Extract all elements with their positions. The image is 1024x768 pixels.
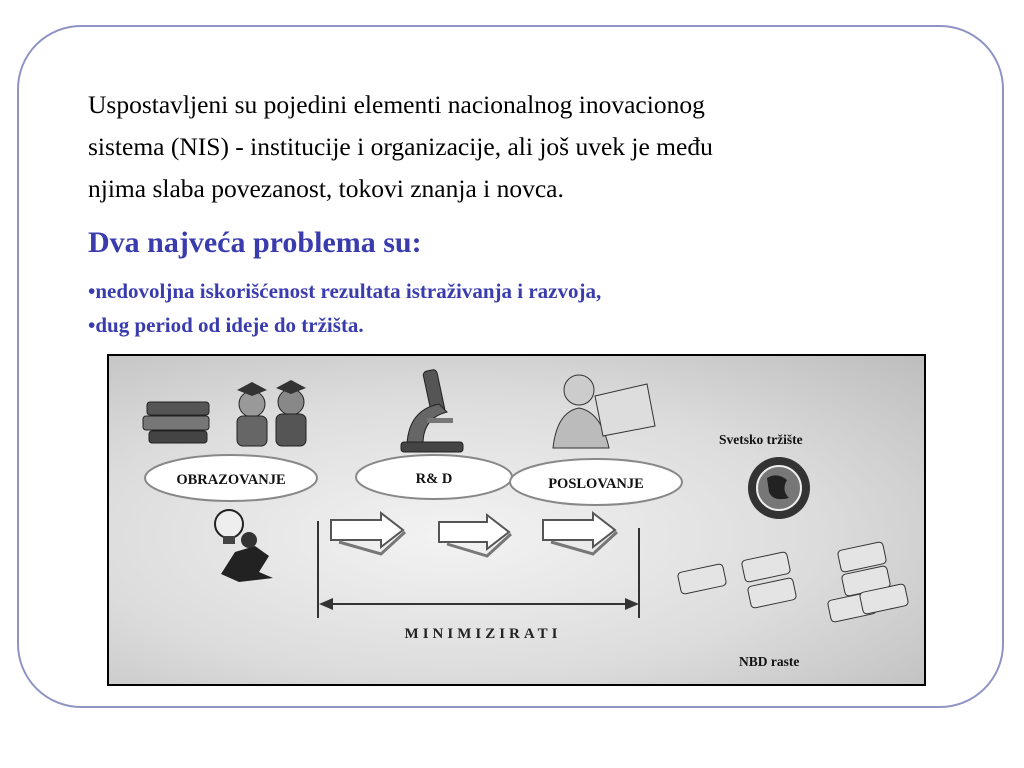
graduates-icon — [237, 380, 306, 446]
illustration-canvas — [109, 356, 924, 684]
books-icon — [143, 402, 209, 443]
oval-rd — [356, 455, 512, 499]
money-stacks-icon — [677, 541, 909, 622]
businessman-icon — [553, 375, 655, 448]
flow-arrow — [439, 515, 511, 556]
flow-arrow — [331, 513, 405, 554]
oval-label: POSLOVANJE — [548, 476, 644, 492]
problem-item: •nedovoljna iskorišćenost rezultata istraživanja i razvoja, — [88, 279, 602, 303]
problems-heading: Dva najveća problema su: — [88, 226, 422, 259]
oval-label: OBRAZOVANJE — [176, 472, 286, 488]
lightbulb-icon — [215, 510, 243, 544]
intro-line: njima slaba povezanost, tokovi znanja i novca. — [88, 174, 564, 203]
problem-item: •dug period od ideje do tržišta. — [88, 313, 364, 337]
microscope-icon — [401, 369, 463, 452]
gdp-label: NBD raste — [739, 654, 800, 669]
flow-arrow — [543, 513, 617, 554]
globe-icon — [748, 457, 810, 519]
intro-line: Uspostavljeni su pojedini elementi nacionalnog inovacionog — [88, 90, 705, 119]
oval-label: R& D — [415, 471, 453, 487]
world-market-label: Svetsko tržište — [719, 432, 803, 447]
oval-poslovanje — [510, 459, 682, 505]
nis-illustration — [107, 354, 926, 686]
oval-obrazovanje — [145, 455, 317, 501]
span-double-arrow — [319, 598, 639, 610]
intro-paragraph — [88, 84, 948, 210]
intro-line: sistema (NIS) - institucije i organizacije, ali još uvek je među — [88, 132, 713, 161]
problems-list — [88, 274, 601, 342]
span-label: MINIMIZIRATI — [404, 626, 562, 642]
